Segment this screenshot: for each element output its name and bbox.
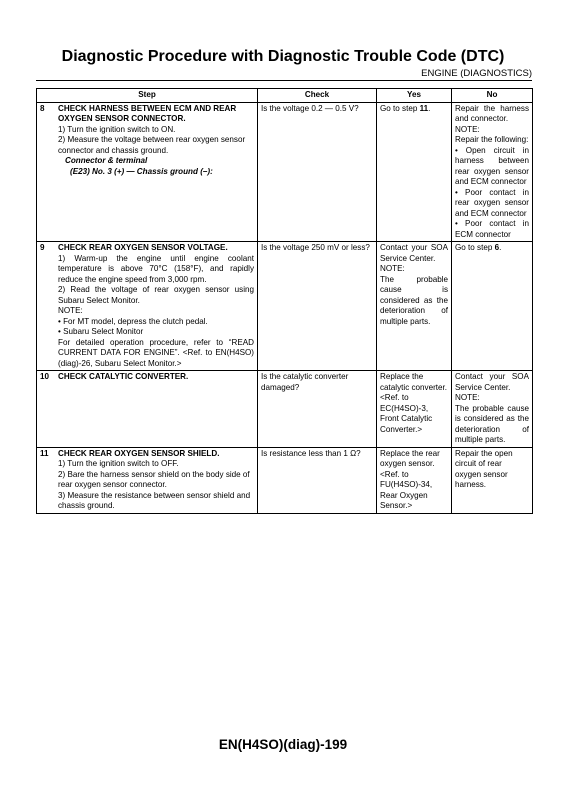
no-cell — [452, 371, 533, 448]
header-divider — [36, 80, 532, 81]
step-number: 8 — [40, 103, 45, 113]
note-bullet: • Subaru Select Monitor — [58, 327, 144, 336]
column-header-no: No — [452, 89, 533, 103]
note-bullet: • Poor contact in rear oxygen sensor and ECM connector — [455, 187, 529, 218]
no-cell: Repair the open circuit of rear oxygen sensor harness. — [452, 447, 533, 513]
no-text: Go to step — [455, 243, 495, 252]
step-heading: CHECK CATALYTIC CONVERTER. — [58, 372, 189, 381]
yes-text-suffix: . — [428, 103, 431, 113]
check-cell: Is the catalytic converter damaged? — [258, 371, 377, 448]
step-instruction: 2) Measure the voltage between rear oxygen sensor connector and chassis ground. — [58, 135, 246, 155]
yes-action: Replace the rear oxygen sensor. — [380, 448, 440, 468]
connector-terminal: (E23) No. 3 (+) — Chassis ground (–): — [70, 166, 213, 176]
step-cell — [37, 242, 258, 371]
no-action: Repair the harness and connector. — [455, 103, 529, 123]
step-number: 9 — [40, 243, 45, 252]
step-reference: 11 — [419, 103, 429, 113]
note-label: NOTE: — [455, 124, 480, 134]
column-header-yes: Yes — [377, 89, 452, 103]
table-row — [37, 102, 533, 242]
step-instruction: 1) Warm-up the engine until engine coolant temperature is above 70°C (158°F), and rapidly reduce the engine speed from 3,000 rpm. — [58, 253, 254, 284]
note-bullet: • Poor contact in ECM connector — [455, 219, 529, 239]
note-text: The probable cause is considered as the deterioration of multiple parts. — [380, 274, 448, 326]
yes-cell — [377, 242, 452, 371]
yes-cell — [377, 447, 452, 513]
step-instruction: 2) Bare the harness sensor shield on the body side of rear oxygen sensor connector. — [58, 469, 250, 489]
table-row — [37, 242, 533, 371]
note-label: NOTE: — [380, 264, 405, 273]
yes-cell — [377, 102, 452, 242]
step-heading: CHECK REAR OXYGEN SENSOR VOLTAGE. — [58, 243, 228, 252]
step-reference: 6 — [494, 243, 500, 252]
step-instruction: 3) Measure the resistance between sensor shield and chassis ground. — [58, 490, 251, 510]
check-cell: Is the voltage 250 mV or less? — [258, 242, 377, 371]
table-row — [37, 371, 533, 448]
column-header-step: Step — [37, 89, 258, 103]
no-text-suffix: . — [499, 243, 502, 252]
check-cell: Is the voltage 0.2 — 0.5 V? — [258, 102, 377, 242]
reference-link[interactable]: <Ref. to FU(H4SO)-34, Rear Oxygen Sensor.> — [380, 469, 433, 510]
yes-action: Replace the catalytic converter. — [380, 372, 448, 392]
page-title: Diagnostic Procedure with Diagnostic Trouble Code (DTC) — [61, 48, 505, 65]
page-number: EN(H4SO)(diag)-199 — [218, 737, 348, 752]
yes-action: Contact your SOA Service Center. — [380, 243, 448, 263]
note-bullet: • For MT model, depress the clutch pedal. — [58, 316, 208, 326]
note-text: For detailed operation procedure, refer to “READ CURRENT DATA FOR ENGINE”. <Ref. to EN(H4SO)(diag)-26, Subaru Select Monitor.> — [58, 337, 254, 368]
note-label: NOTE: — [58, 306, 83, 315]
section-label: ENGINE (DIAGNOSTICS) — [421, 68, 532, 79]
note-label: NOTE: — [455, 393, 480, 402]
diagnostic-table — [36, 88, 533, 514]
step-number: 10 — [40, 372, 50, 381]
connector-title: Connector & terminal — [65, 156, 148, 165]
table-row — [37, 447, 533, 513]
step-cell — [37, 447, 258, 513]
step-instruction: 2) Read the voltage of rear oxygen sensor using Subaru Select Monitor. — [58, 285, 254, 305]
step-heading: CHECK REAR OXYGEN SENSOR SHIELD. — [58, 448, 220, 458]
step-heading: CHECK HARNESS BETWEEN ECM AND REAR OXYGEN SENSOR CONNECTOR. — [58, 103, 237, 123]
no-cell — [452, 102, 533, 242]
no-cell — [452, 242, 533, 371]
no-action: Contact your SOA Service Center. — [455, 372, 529, 392]
step-cell — [37, 102, 258, 242]
step-cell — [37, 371, 258, 448]
step-instruction: 1) Turn the ignition switch to OFF. — [58, 459, 179, 468]
note-bullet: • Open circuit in harness between rear oxygen sensor and ECM connector — [455, 145, 529, 186]
step-instruction: 1) Turn the ignition switch to ON. — [58, 124, 176, 134]
yes-cell — [377, 371, 452, 448]
table-header-row — [37, 89, 533, 103]
column-header-check: Check — [258, 89, 377, 103]
step-number: 11 — [40, 448, 49, 458]
check-cell: Is resistance less than 1 Ω? — [258, 447, 377, 513]
yes-text: Go to step — [380, 103, 420, 113]
reference-link[interactable]: <Ref. to EC(H4SO)-3, Front Catalytic Converter.> — [380, 393, 433, 434]
note-text: The probable cause is considered as the deterioration of multiple parts. — [455, 403, 529, 444]
note-text: Repair the following: — [455, 135, 529, 144]
